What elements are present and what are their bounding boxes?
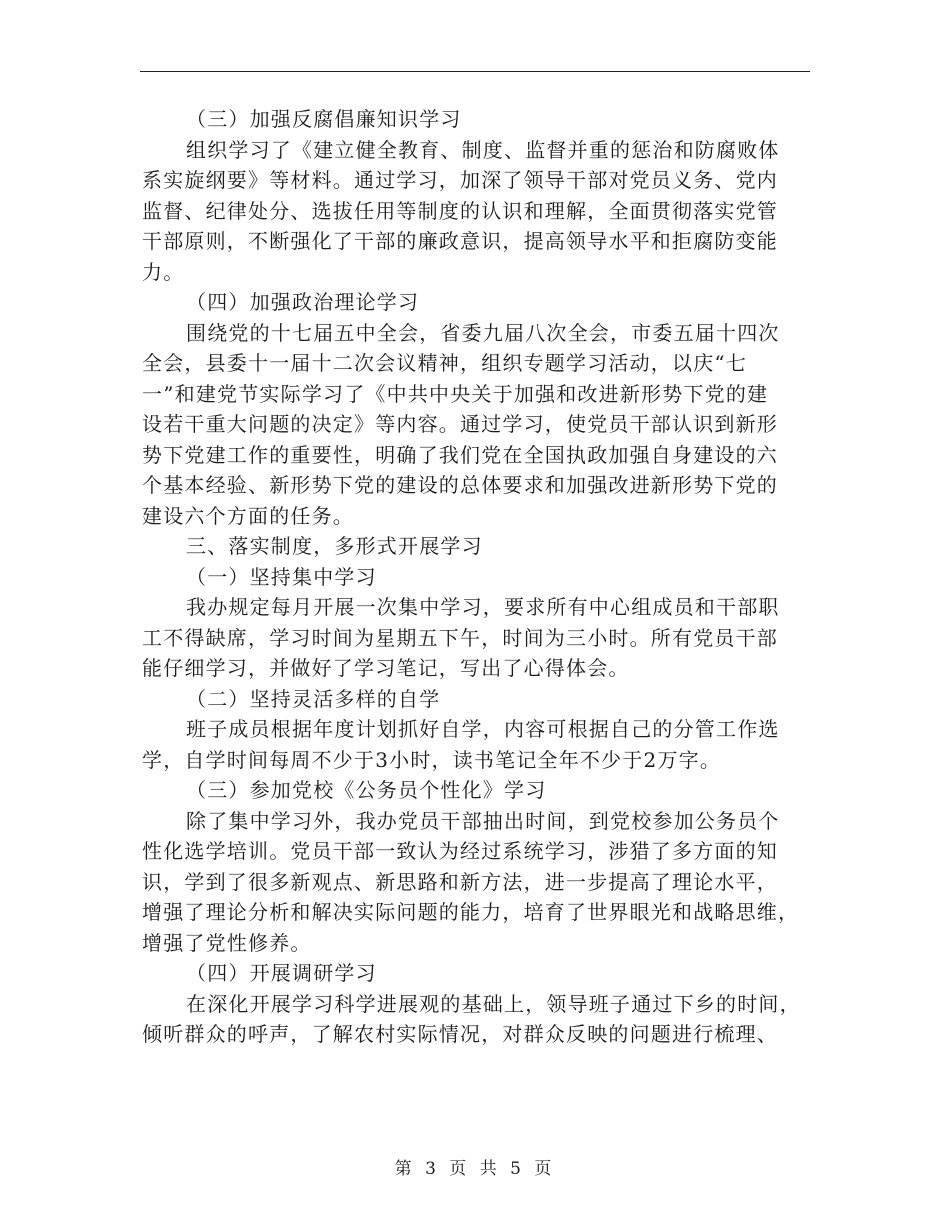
text-line: 力。 (142, 259, 185, 284)
text-line: 围绕党的十七届五中全会，省委九届八次全会，市委五届十四次 (186, 320, 780, 345)
text-line: 势下党建工作的重要性，明确了我们党在全国执政加强自身建设的六 (142, 442, 778, 467)
text-line: 一”和建党节实际学习了《中共中央关于加强和改进新形势下党的建 (142, 381, 769, 406)
text-line: 班子成员根据年度计划抓好自学，内容可根据自己的分管工作选 (186, 717, 780, 741)
page-number: 第 3 页 共 5 页 (394, 1159, 556, 1179)
text-line: （三）参加党校《公务员个性化》学习 (186, 778, 547, 802)
text-line: （四）加强政治理论学习 (186, 290, 420, 314)
text-line: （四）开展调研学习 (186, 961, 377, 985)
text-line: （二）坚持灵活多样的自学 (186, 686, 441, 711)
text-line: 设若干重大问题的决定》等内容。通过学习，使党员干部认识到新形 (142, 412, 778, 436)
text-line: 增强了党性修养。 (142, 930, 312, 955)
text-line: 监督、纪律处分、选拔任用等制度的认识和理解，全面贯彻落实党管 (142, 198, 778, 223)
text-line: （三）加强反腐倡廉知识学习 (186, 107, 462, 131)
text-line: （一）坚持集中学习 (186, 564, 377, 589)
text-line: 性化选学培训。党员干部一致认为经过系统学习，涉猎了多方面的知 (142, 839, 778, 863)
header-rule (140, 71, 810, 72)
text-line: 识，学到了很多新观点、新思路和新方法，进一步提高了理论水平， (142, 869, 778, 894)
text-line: 倾听群众的呼声，了解农村实际情况，对群众反映的问题进行梳理、 (142, 1022, 778, 1046)
text-line: 全会，县委十一届十二次会议精神，组织专题学习活动，以庆“七 (142, 351, 748, 375)
document-body (142, 104, 802, 1050)
text-line: 学，自学时间每周不少于3小时，读书笔记全年不少于2万字。 (142, 747, 722, 772)
text-line: 能仔细学习，并做好了学习笔记，写出了心得体会。 (142, 656, 630, 680)
text-line: 除了集中学习外，我办党员干部抽出时间，到党校参加公务员个 (186, 808, 780, 833)
text-line: 我办规定每月开展一次集中学习，要求所有中心组成员和干部职 (186, 595, 780, 619)
text-line: 组织学习了《建立健全教育、制度、监督并重的惩治和防腐败体 (186, 137, 780, 162)
text-line: 系实旋纲要》等材料。通过学习，加深了领导干部对党员义务、党内 (142, 168, 778, 192)
text-line: 在深化开展学习科学进展观的基础上，领导班子通过下乡的时间， (186, 991, 801, 1016)
text-line: 个基本经验、新形势下党的建设的总体要求和加强改进新形势下党的 (142, 473, 778, 497)
text-line: 增强了理论分析和解决实际问题的能力，培育了世界眼光和战略思维， (142, 900, 800, 924)
text-line: 建设六个方面的任务。 (142, 503, 354, 528)
text-line: 工不得缺席，学习时间为星期五下午，时间为三小时。所有党员干部 (142, 625, 778, 650)
text-line: 三、落实制度，多形式开展学习 (186, 534, 483, 558)
text-line: 干部原则，不断强化了干部的廉政意识，提高领导水平和拒腐防变能 (142, 229, 778, 253)
